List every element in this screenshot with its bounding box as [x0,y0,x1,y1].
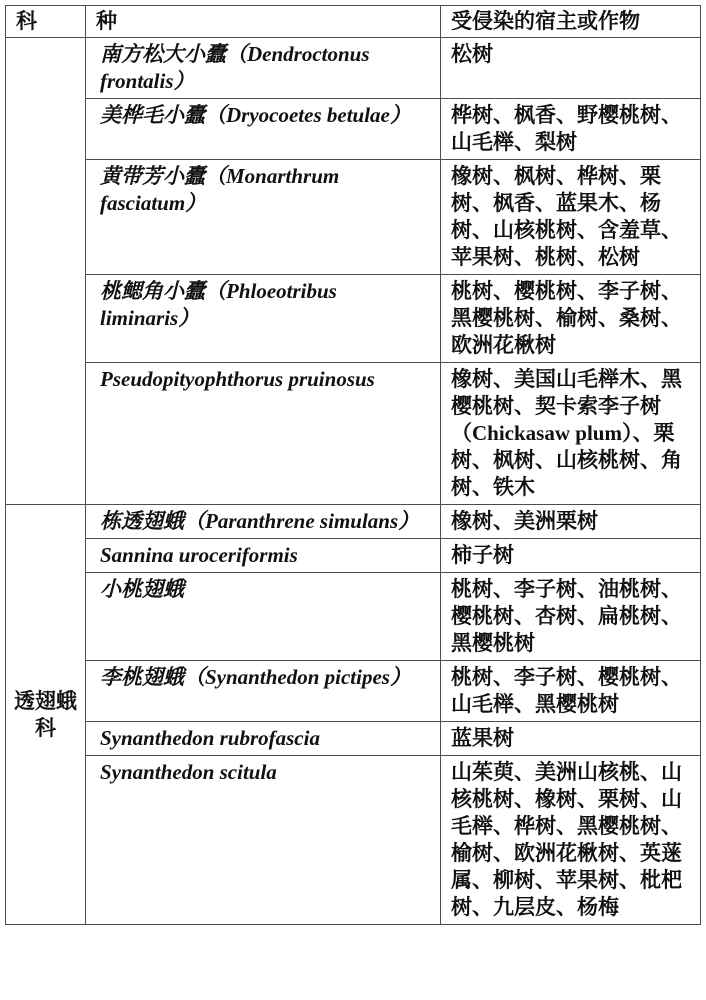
species-cell: 李桃翅蛾（Synanthedon pictipes） [86,661,441,722]
table-row [6,505,701,539]
species-cell: Sannina uroceriformis [86,539,441,573]
table-row [6,160,701,275]
species-cell: 桃鳃角小蠹（Phloeotribus liminaris） [86,275,441,363]
host-cell: 桃树、樱桃树、李子树、黑樱桃树、榆树、桑树、欧洲花楸树 [441,275,701,363]
host-cell: 蓝果树 [441,722,701,756]
host-cell: 橡树、美洲栗树 [441,505,701,539]
table-row [6,38,701,99]
table-row [6,363,701,505]
table-row [6,722,701,756]
species-cell: Synanthedon scitula [86,756,441,925]
species-cell: 美桦毛小蠹（Dryocoetes betulae） [86,99,441,160]
family-cell: 透翅蛾科 [6,505,86,925]
species-cell: Synanthedon rubrofascia [86,722,441,756]
species-cell: 栋透翅蛾（Paranthrene simulans） [86,505,441,539]
family-cell [6,38,86,505]
table-row [6,573,701,661]
host-cell: 松树 [441,38,701,99]
host-cell: 柿子树 [441,539,701,573]
host-cell: 桃树、李子树、樱桃树、山毛榉、黑樱桃树 [441,661,701,722]
species-cell: Pseudopityophthorus pruinosus [86,363,441,505]
header-row [6,6,701,38]
species-cell: 小桃翅蛾 [86,573,441,661]
pest-host-table [5,5,701,925]
col-header-host: 受侵染的宿主或作物 [441,6,701,38]
col-header-family: 科 [6,6,86,38]
host-cell: 橡树、美国山毛榉木、黑樱桃树、契卡索李子树（Chickasaw plum）、栗树、枫树、山核桃树、角树、铁木 [441,363,701,505]
table-row [6,275,701,363]
table-row [6,99,701,160]
host-cell: 桦树、枫香、野樱桃树、山毛榉、梨树 [441,99,701,160]
table-body [6,38,701,925]
table-row [6,756,701,925]
table-header [6,6,701,38]
host-cell: 桃树、李子树、油桃树、樱桃树、杏树、扁桃树、黑樱桃树 [441,573,701,661]
species-cell: 黄带芳小蠹（Monarthrum fasciatum） [86,160,441,275]
host-cell: 山茱萸、美洲山核桃、山核桃树、橡树、栗树、山毛榉、桦树、黑樱桃树、榆树、欧洲花楸树、英蒾属、柳树、苹果树、枇杷树、九层皮、杨梅 [441,756,701,925]
host-cell: 橡树、枫树、桦树、栗树、枫香、蓝果木、杨树、山核桃树、含羞草、苹果树、桃树、松树 [441,160,701,275]
species-cell: 南方松大小蠹（Dendroctonus frontalis） [86,38,441,99]
col-header-species: 种 [86,6,441,38]
table-row [6,661,701,722]
table-row [6,539,701,573]
